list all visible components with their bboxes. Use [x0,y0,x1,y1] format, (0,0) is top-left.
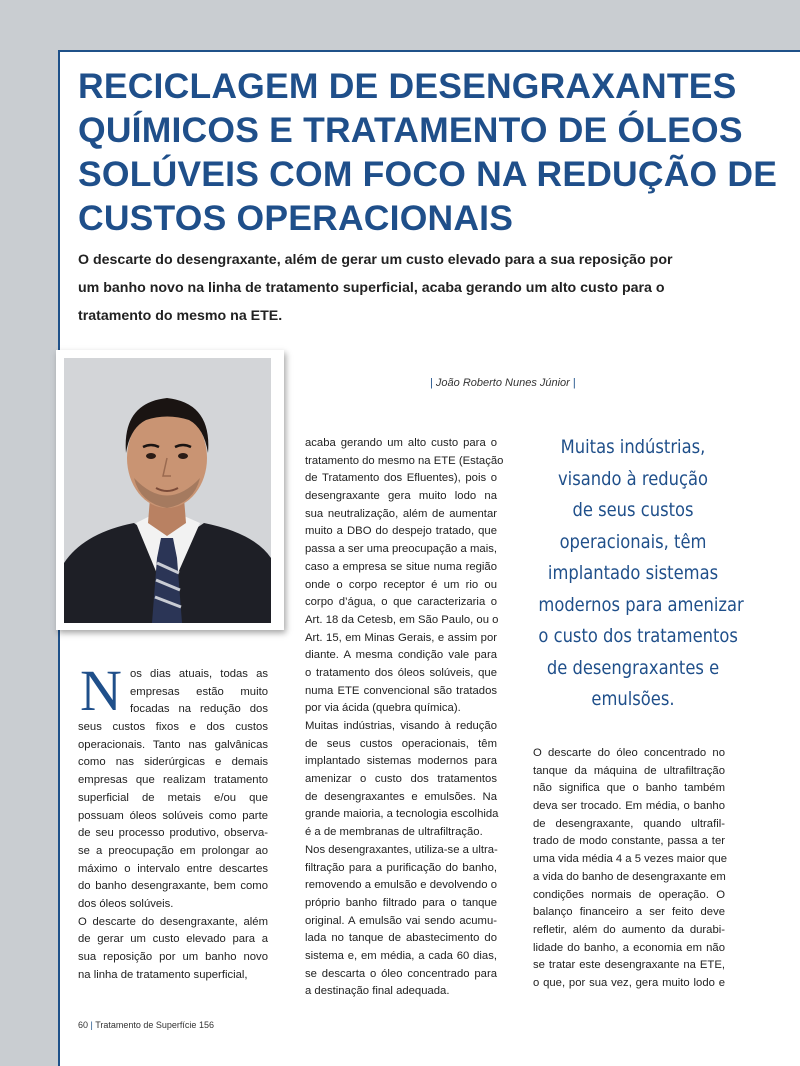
body-line: operacionais. Tanto nas galvânicas [78,738,268,751]
body-line: implantado sistemas modernos para [305,755,497,768]
body-line: tanque da máquina de ultrafiltração [533,764,725,777]
body-line: diante. A mesma condição vale para [305,649,497,662]
title-line: QUÍMICOS E TRATAMENTO DE ÓLEOS [78,110,743,150]
body-line: do banho desengraxante, bem como [78,880,268,893]
body-line: não significa que o banho também [533,782,725,795]
body-line: por via ácida (quebra química). [305,702,461,715]
body-line: empresas estão muito [130,685,268,698]
body-line: numa ETE convencional são tratados [305,684,497,697]
body-line: deva ser trocado. Em média, o banho [533,800,725,813]
body-line: Art. 18 da Cetesb, em São Paulo, ou o [305,613,499,626]
lead-line: O descarte do desengraxante, além de gerar um custo elevado para a sua reposição por [78,252,673,268]
body-column-2 [305,435,504,1001]
body-line: de gerar um custo elevado para a [78,933,268,946]
pull-quote-line: modernos para amenizar [538,593,744,616]
body-line: O descarte do óleo concentrado no [533,747,725,759]
page-footer [78,1020,214,1030]
body-line: Muitas indústrias, visando à redução [305,720,497,732]
body-line: corpo d’água, o que caracterizaria o [305,596,497,609]
title-line: CUSTOS OPERACIONAIS [78,198,514,238]
lead-line: um banho novo na linha de tratamento superficial, acaba gerando um alto custo para o [78,280,665,296]
author-byline [430,377,576,389]
body-line: o tratamento dos óleos solúveis, que [305,666,497,679]
body-line: a destinação final adequada. [305,985,450,998]
body-line: de Tratamento dos Efluentes), pois o [305,472,497,485]
body-line: tratamento do mesmo na ETE (Estação [305,454,504,467]
body-line: Art. 15, em Minas Gerais, e assim por [305,631,497,644]
body-line: de seu processo produtivo, observa- [78,827,268,840]
body-line: o que, por sua vez, gera muito lodo e [533,976,725,989]
pull-quote-line: visando à redução [557,467,708,490]
pull-quote-line: emulsões. [591,688,675,710]
author-photo-frame [56,350,284,630]
body-column-3 [533,745,728,993]
pull-quote-line: o custo dos tratamentos [538,625,738,647]
body-line: de desengraxante, quando ultrafil- [533,817,725,830]
body-line: máximo o intervalo entre descartes [78,862,268,875]
body-line: passa a ser uma preocupação a mais, [305,543,497,556]
body-line: sua neutralização, além de aumentar [305,507,497,520]
body-line: grande maioria, a tecnologia escolhida [305,808,499,821]
author-portrait-illustration [64,358,271,623]
body-line: de desengraxantes e emulsões. Na [305,790,497,803]
body-line: original. A emulsão vai sendo acumu- [305,914,497,927]
magazine-page [58,50,800,1066]
body-line: uma vida média 4 a 5 vezes maior que [533,853,728,866]
body-line: lada no tanque de abastecimento do [305,932,497,945]
body-line: desengraxante gera muito lodo na [305,490,497,503]
body-line: seus custos fixos e dos custos [78,721,268,734]
pull-quote-line: de seus custos [572,499,694,521]
body-line: se tratar este desengraxante na ETE, [533,959,725,972]
body-line: próprio banho filtrado para o tanque [305,896,497,909]
body-line: se a preocupação em prolongar ao [78,844,268,857]
pull-quote-line: implantado sistemas [547,562,719,584]
body-line: removendo a emulsão e devolvendo o [305,879,497,892]
author-photo [64,358,271,623]
body-line: lidade do banho, a economia em não [533,941,725,954]
body-line: possuam óleos solúveis como parte [78,809,268,822]
body-line: muito a DBO do despejo tratado, que [305,525,497,538]
pull-quote-line: Muitas indústrias, [560,436,706,458]
body-line: trado de modo constante, passa a ter [533,835,725,848]
drop-cap: N [80,658,122,723]
body-line: como nas siderúrgicas e demais [78,756,268,769]
body-line: amenizar o custo dos tratamentos [305,773,497,786]
pull-quote-line: de desengraxantes e [546,656,720,679]
title-line: SOLÚVEIS COM FOCO NA REDUÇÃO DE [78,154,778,194]
pull-quote [538,432,744,716]
body-line: Nos desengraxantes, utiliza-se a ultra- [305,843,498,856]
body-line: balanço financeiro a ser feito deve [533,906,725,919]
page-number: 60 [78,1020,89,1030]
author-name: João Roberto Nunes Júnior [435,377,570,389]
lead-line: tratamento do mesmo na ETE. [78,308,283,324]
body-line: onde o corpo receptor é um rio ou [305,578,497,591]
publication-name: Tratamento de Superfície 156 [95,1020,214,1030]
byline-separator: | [430,377,433,389]
pull-quote-line: operacionais, têm [559,530,707,553]
footer-separator: | [90,1020,93,1030]
byline-separator: | [572,377,576,389]
body-line: caso a empresa se situe numa região [305,560,497,573]
body-column-1 [78,666,268,984]
body-line: se descarta o óleo concentrado para [305,967,497,980]
body-line: superficial de metais e/ou que [78,791,268,804]
body-line: sistema e, em média, a cada 60 dias, [305,949,497,962]
body-line: dos óleos solúveis. [78,897,174,910]
body-line: é a de membranas de ultrafiltração. [305,826,483,839]
body-line: a vida do banho de desengraxante em [533,870,726,883]
article-lead [78,246,718,330]
body-line: acaba gerando um alto custo para o [305,437,497,449]
body-line: O descarte do desengraxante, além [78,915,268,928]
body-line: focadas na redução dos [130,703,268,716]
body-line: empresas que realizam tratamento [78,774,268,787]
body-line: refletir, além do aumento da durabi- [533,923,725,936]
body-line: filtração para a purificação do banho, [305,861,497,874]
body-line: condições normais de operação. O [533,888,725,901]
body-line: de seus custos operacionais, têm [305,737,497,750]
body-line: os dias atuais, todas as [130,668,268,680]
title-line: RECICLAGEM DE DESENGRAXANTES [78,66,737,106]
article-title [78,64,790,240]
body-line: na linha de tratamento superficial, [78,968,248,981]
body-line: sua reposição por um banho novo [78,951,268,963]
